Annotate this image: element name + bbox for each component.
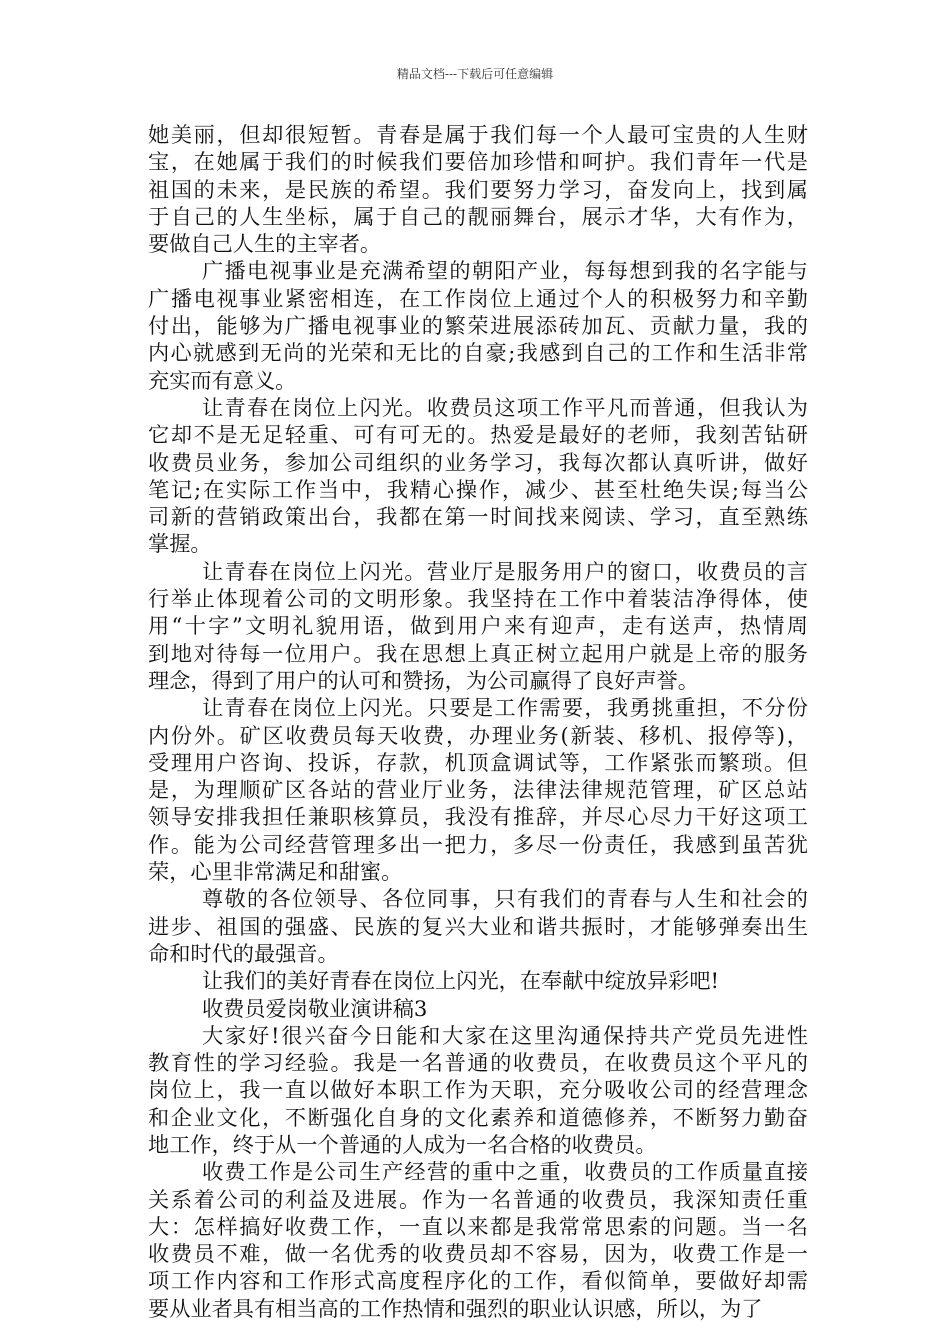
text-line: 让青春在岗位上闪光。营业厅是服务用户的窗口，收费员的言 xyxy=(202,558,808,584)
document-body xyxy=(148,121,808,1322)
text-line: 到地对待每一位用户。我在思想上真正树立起用户就是上帝的服务 xyxy=(148,640,808,666)
text-line: 广播电视事业是充满希望的朝阳产业，每每想到我的名字能与 xyxy=(202,258,808,284)
text-line: 付出，能够为广播电视事业的繁荣进展添砖加瓦、贡献力量，我的 xyxy=(148,313,808,339)
text-line: 和企业文化，不断强化自身的文化素养和道德修养，不断努力勤奋 xyxy=(148,1104,808,1130)
text-line: 关系着公司的利益及进展。作为一名普通的收费员，我深知责任重 xyxy=(148,1186,808,1212)
text-line: 充实而有意义。 xyxy=(148,367,297,393)
text-line: 她美丽，但却很短暂。青春是属于我们每一个人最可宝贵的人生财 xyxy=(148,122,808,147)
text-line: 大：怎样搞好收费工作，一直以来都是我常常思索的问题。当一名 xyxy=(148,1213,808,1239)
paragraph xyxy=(148,394,808,558)
paragraph xyxy=(148,1022,808,1158)
paragraph xyxy=(148,121,808,257)
text-line: 理念，得到了用户的认可和赞扬，为公司赢得了良好声誉。 xyxy=(148,667,699,693)
text-line: 用“十字”文明礼貌用语，做到用户来有迎声，走有送声，热情周 xyxy=(148,613,808,639)
paragraph xyxy=(148,967,808,994)
text-line: 教育性的学习经验。我是一名普通的收费员，在收费员这个平凡的 xyxy=(148,1050,808,1076)
paragraph xyxy=(148,995,808,1022)
paragraph xyxy=(148,558,808,694)
page-header: 精品文档---下载后可任意编辑 xyxy=(396,67,554,81)
paragraph xyxy=(148,885,808,967)
text-line: 领导安排我担任兼职核算员，我没有推辞，并尽心尽力干好这项工 xyxy=(148,804,808,830)
text-line: 项工作内容和工作形式高度程序化的工作，看似简单，要做好却需 xyxy=(148,1268,808,1294)
text-line: 广播电视事业紧密相连，在工作岗位上通过个人的积极努力和辛勤 xyxy=(148,285,808,311)
text-line: 地工作，终于从一个普通的人成为一名合格的收费员。 xyxy=(148,1131,657,1157)
text-line: 祖国的未来，是民族的希望。我们要努力学习，奋发向上，找到属 xyxy=(148,176,808,202)
text-line: 收费员爱岗敬业演讲稿3 xyxy=(202,995,428,1021)
text-line: 让我们的美好青春在岗位上闪光，在奉献中绽放异彩吧! xyxy=(202,968,720,994)
text-line: 进步、祖国的强盛、民族的复兴大业和谐共振时，才能够弹奏出生 xyxy=(148,913,808,939)
text-line: 收费员不难，做一名优秀的收费员却不容易，因为，收费工作是一 xyxy=(148,1241,808,1267)
text-line: 荣，心里非常满足和甜蜜。 xyxy=(148,859,403,885)
text-line: 要做自己人生的主宰者。 xyxy=(148,231,382,257)
text-line: 行举止体现着公司的文明形象。我坚持在工作中着装洁净得体，使 xyxy=(148,586,808,612)
text-line: 命和时代的最强音。 xyxy=(148,940,339,966)
text-line: 笔记;在实际工作当中，我精心操作，减少、甚至杜绝失误;每当公 xyxy=(148,476,808,502)
paragraph xyxy=(148,257,808,393)
text-line: 大家好!很兴奋今日能和大家在这里沟通保持共产党员先进性 xyxy=(202,1022,808,1048)
text-line: 内份外。矿区收费员每天收费，办理业务(新装、移机、报停等)， xyxy=(148,722,808,748)
text-line: 尊敬的各位领导、各位同事，只有我们的青春与人生和社会的 xyxy=(202,886,808,912)
text-line: 让青春在岗位上闪光。收费员这项工作平凡而普通，但我认为 xyxy=(202,394,808,420)
paragraph xyxy=(148,694,808,885)
text-line: 收费工作是公司生产经营的重中之重，收费员的工作质量直接 xyxy=(202,1159,808,1185)
text-line: 内心就感到无尚的光荣和无比的自豪;我感到自己的工作和生活非常 xyxy=(148,340,808,366)
text-line: 收费员业务，参加公司组织的业务学习，我每次都认真听讲，做好 xyxy=(148,449,808,475)
text-line: 受理用户咨询、投诉，存款，机顶盒调试等，工作紧张而繁琐。但 xyxy=(148,749,808,775)
text-line: 司新的营销政策出台，我都在第一时间找来阅读、学习，直至熟练 xyxy=(148,504,808,530)
text-line: 是，为理顺矿区各站的营业厅业务，法律法律规范管理，矿区总站 xyxy=(148,777,808,803)
paragraph xyxy=(148,1158,808,1322)
text-line: 于自己的人生坐标，属于自己的靓丽舞台，展示才华，大有作为， xyxy=(148,203,808,229)
text-line: 岗位上，我一直以做好本职工作为天职，充分吸收公司的经营理念 xyxy=(148,1077,808,1103)
text-line: 作。能为公司经营管理多出一把力，多尽一份责任，我感到虽苦犹 xyxy=(148,831,808,857)
text-line: 宝，在她属于我们的时候我们要倍加珍惜和呵护。我们青年一代是 xyxy=(148,149,808,175)
text-line: 让青春在岗位上闪光。只要是工作需要，我勇挑重担，不分份 xyxy=(202,695,808,721)
text-line: 掌握。 xyxy=(148,531,212,557)
text-line: 它却不是无足轻重、可有可无的。热爱是最好的老师，我刻苦钻研 xyxy=(148,422,808,448)
text-line: 要从业者具有相当高的工作热情和强烈的职业认识感，所以，为了 xyxy=(148,1295,763,1321)
